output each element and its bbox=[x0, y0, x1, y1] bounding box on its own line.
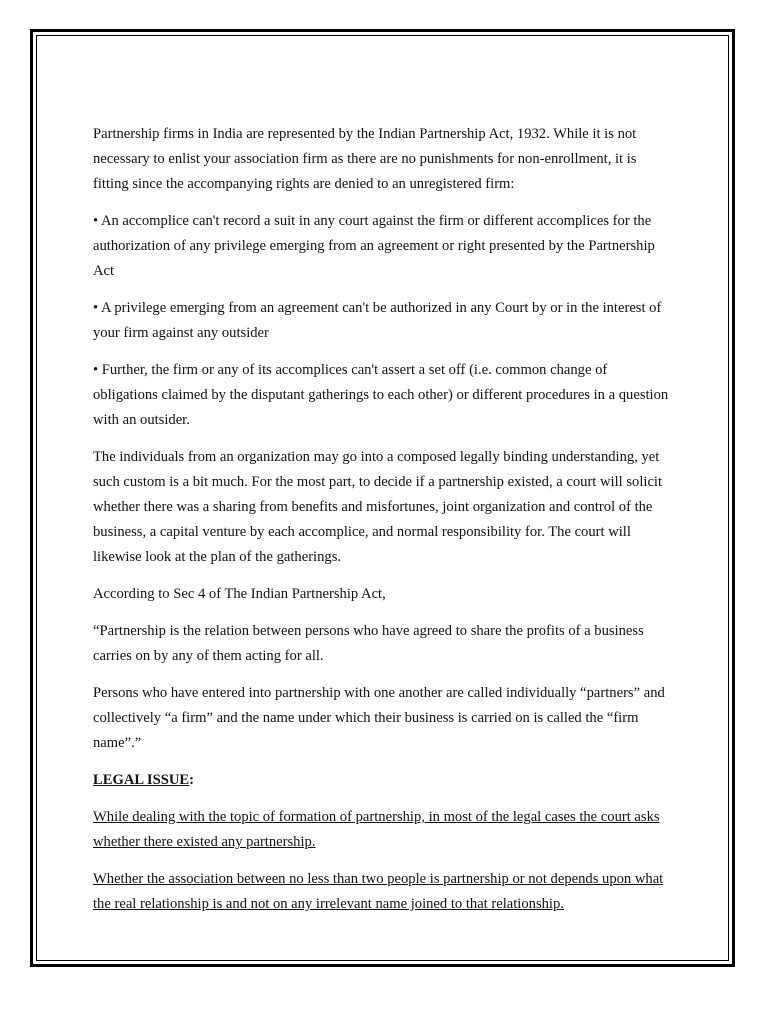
paragraph-persons: Persons who have entered into partnership with one another are called individually “partners” and collectively “a firm” and the name under which their business is carried on is called the “firm name”.” bbox=[93, 685, 665, 751]
paragraph-quote: “Partnership is the relation between persons who have agreed to share the profits of a business carries on by any of them acting for all. bbox=[93, 623, 644, 664]
bullet-item-set-off: • Further, the firm or any of its accomplices can't assert a set off (i.e. common change of obligations claimed by the disputant gatherings to each other) or different procedures in a question with an outsider. bbox=[93, 362, 669, 428]
legal-issue-heading-text: LEGAL ISSUE bbox=[93, 772, 190, 788]
paragraph-individuals: The individuals from an organization may go into a composed legally binding understanding, yet such custom is a bit much. For the most part, to decide if a partnership existed, a court will solicit whether there was a sharing from benefits and misfortunes, joint organization and control of the business, a capital venture by each accomplice, and normal responsibility for. The court will likewise look at the plan of the gatherings. bbox=[93, 449, 663, 565]
legal-issue-paragraph-1: While dealing with the topic of formation of partnership, in most of the legal cases the court asks whether there existed any partnership. bbox=[93, 809, 660, 850]
paragraph-sec4: According to Sec 4 of The Indian Partnership Act, bbox=[93, 586, 386, 602]
document-body bbox=[93, 122, 673, 929]
legal-issue-paragraph-2: Whether the association between no less than two people is partnership or not depends upon what the real relationship is and not on any irrelevant name joined to that relationship. bbox=[93, 871, 664, 912]
legal-issue-heading bbox=[93, 768, 673, 793]
paragraph-intro: Partnership firms in India are represented by the Indian Partnership Act, 1932. While it is not necessary to enlist your association firm as there are no punishments for non-enrollment, it is fitting since the accompanying rights are denied to an unregistered firm: bbox=[93, 126, 637, 192]
bullet-item-suit: • An accomplice can't record a suit in any court against the firm or different accomplices for the authorization of any privilege emerging from an agreement or right presented by the Partnership Act bbox=[93, 213, 655, 279]
legal-issue-heading-colon: : bbox=[189, 772, 194, 788]
bullet-item-privilege: • A privilege emerging from an agreement can't be authorized in any Court by or in the interest of your firm against any outsider bbox=[93, 300, 662, 341]
